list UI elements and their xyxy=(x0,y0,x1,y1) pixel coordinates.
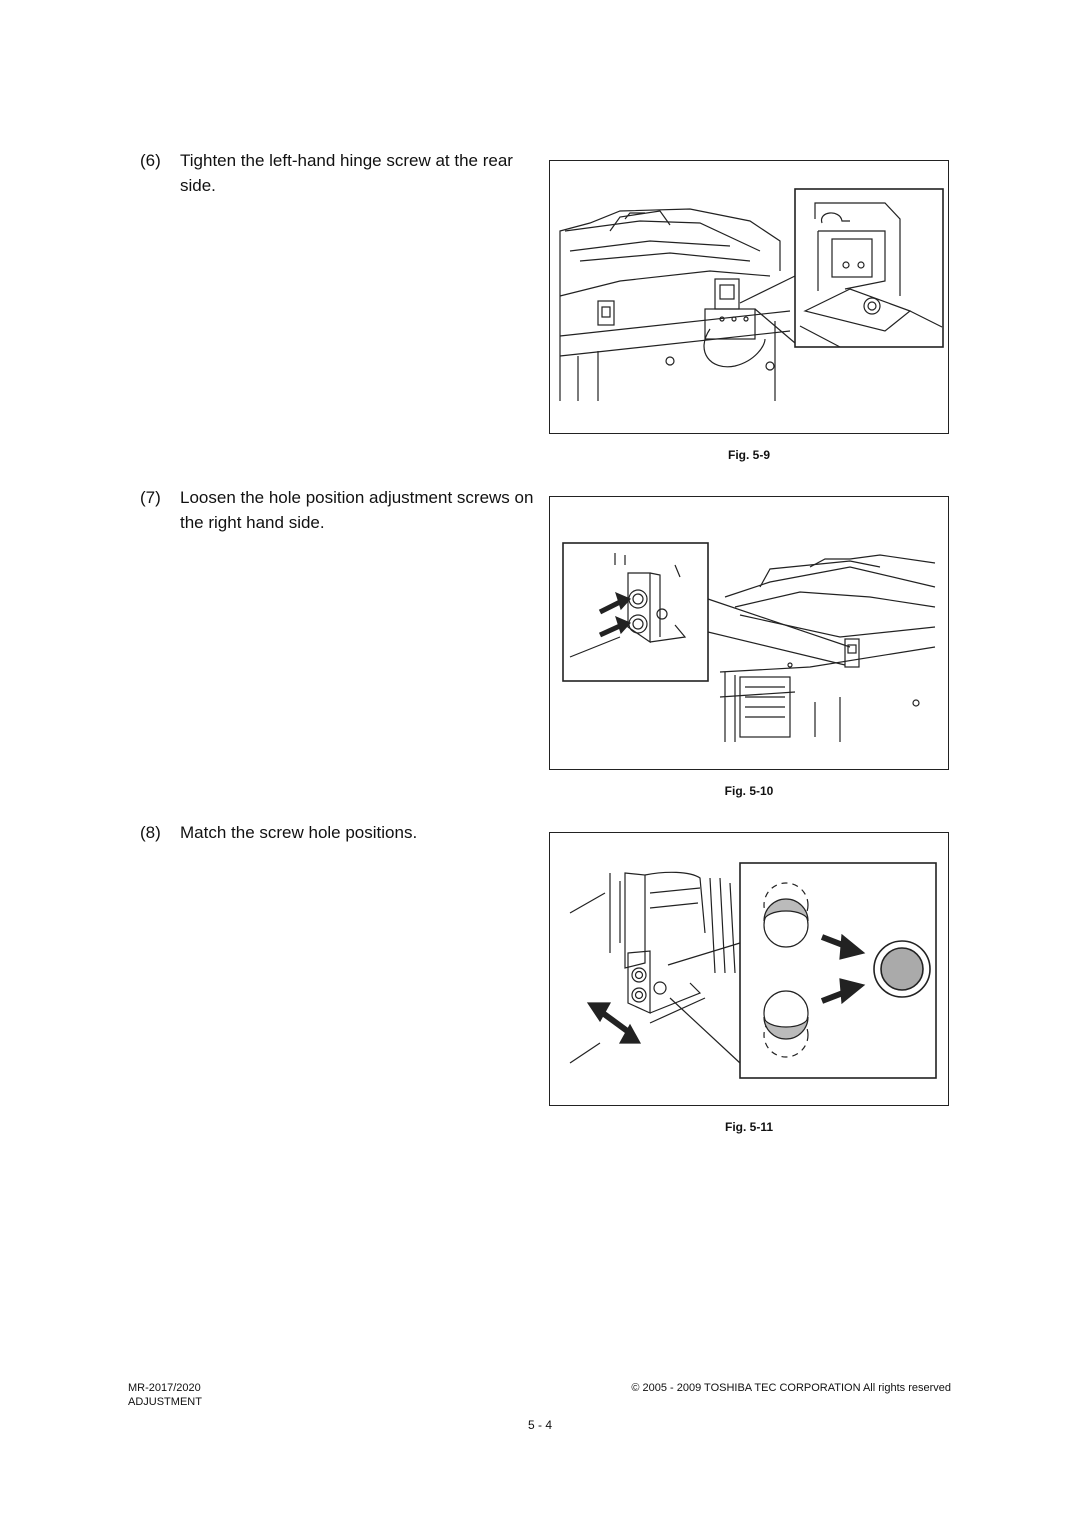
figure-5-9-caption: Fig. 5-9 xyxy=(727,448,770,462)
step-number: (8) xyxy=(140,823,161,842)
step-text: Tighten the left-hand hinge screw at the rear side. xyxy=(180,151,513,195)
figure-5-10 xyxy=(549,496,949,770)
figure-5-10-caption: Fig. 5-10 xyxy=(724,784,774,798)
hinge-rear-illustration xyxy=(550,161,948,433)
step-number: (6) xyxy=(140,151,161,170)
screw-hole-alignment-illustration xyxy=(550,833,948,1105)
adjustment-screws-illustration xyxy=(550,497,948,769)
step-number: (7) xyxy=(140,488,161,507)
step-text: Loosen the hole position adjustment screws on the right hand side. xyxy=(180,488,534,532)
section-name: ADJUSTMENT xyxy=(128,1396,202,1408)
step-8 xyxy=(140,820,540,845)
footer-left xyxy=(128,1381,202,1409)
model-number: MR-2017/2020 xyxy=(128,1382,201,1394)
step-text: Match the screw hole positions. xyxy=(180,823,418,842)
step-7 xyxy=(140,485,540,535)
figure-5-11-caption: Fig. 5-11 xyxy=(724,1120,774,1134)
page-number: 5 - 4 xyxy=(527,1418,552,1432)
figure-5-11 xyxy=(549,832,949,1106)
copyright: © 2005 - 2009 TOSHIBA TEC CORPORATION All rights reserved xyxy=(631,1382,951,1394)
figure-5-9 xyxy=(549,160,949,434)
step-6 xyxy=(140,148,540,198)
